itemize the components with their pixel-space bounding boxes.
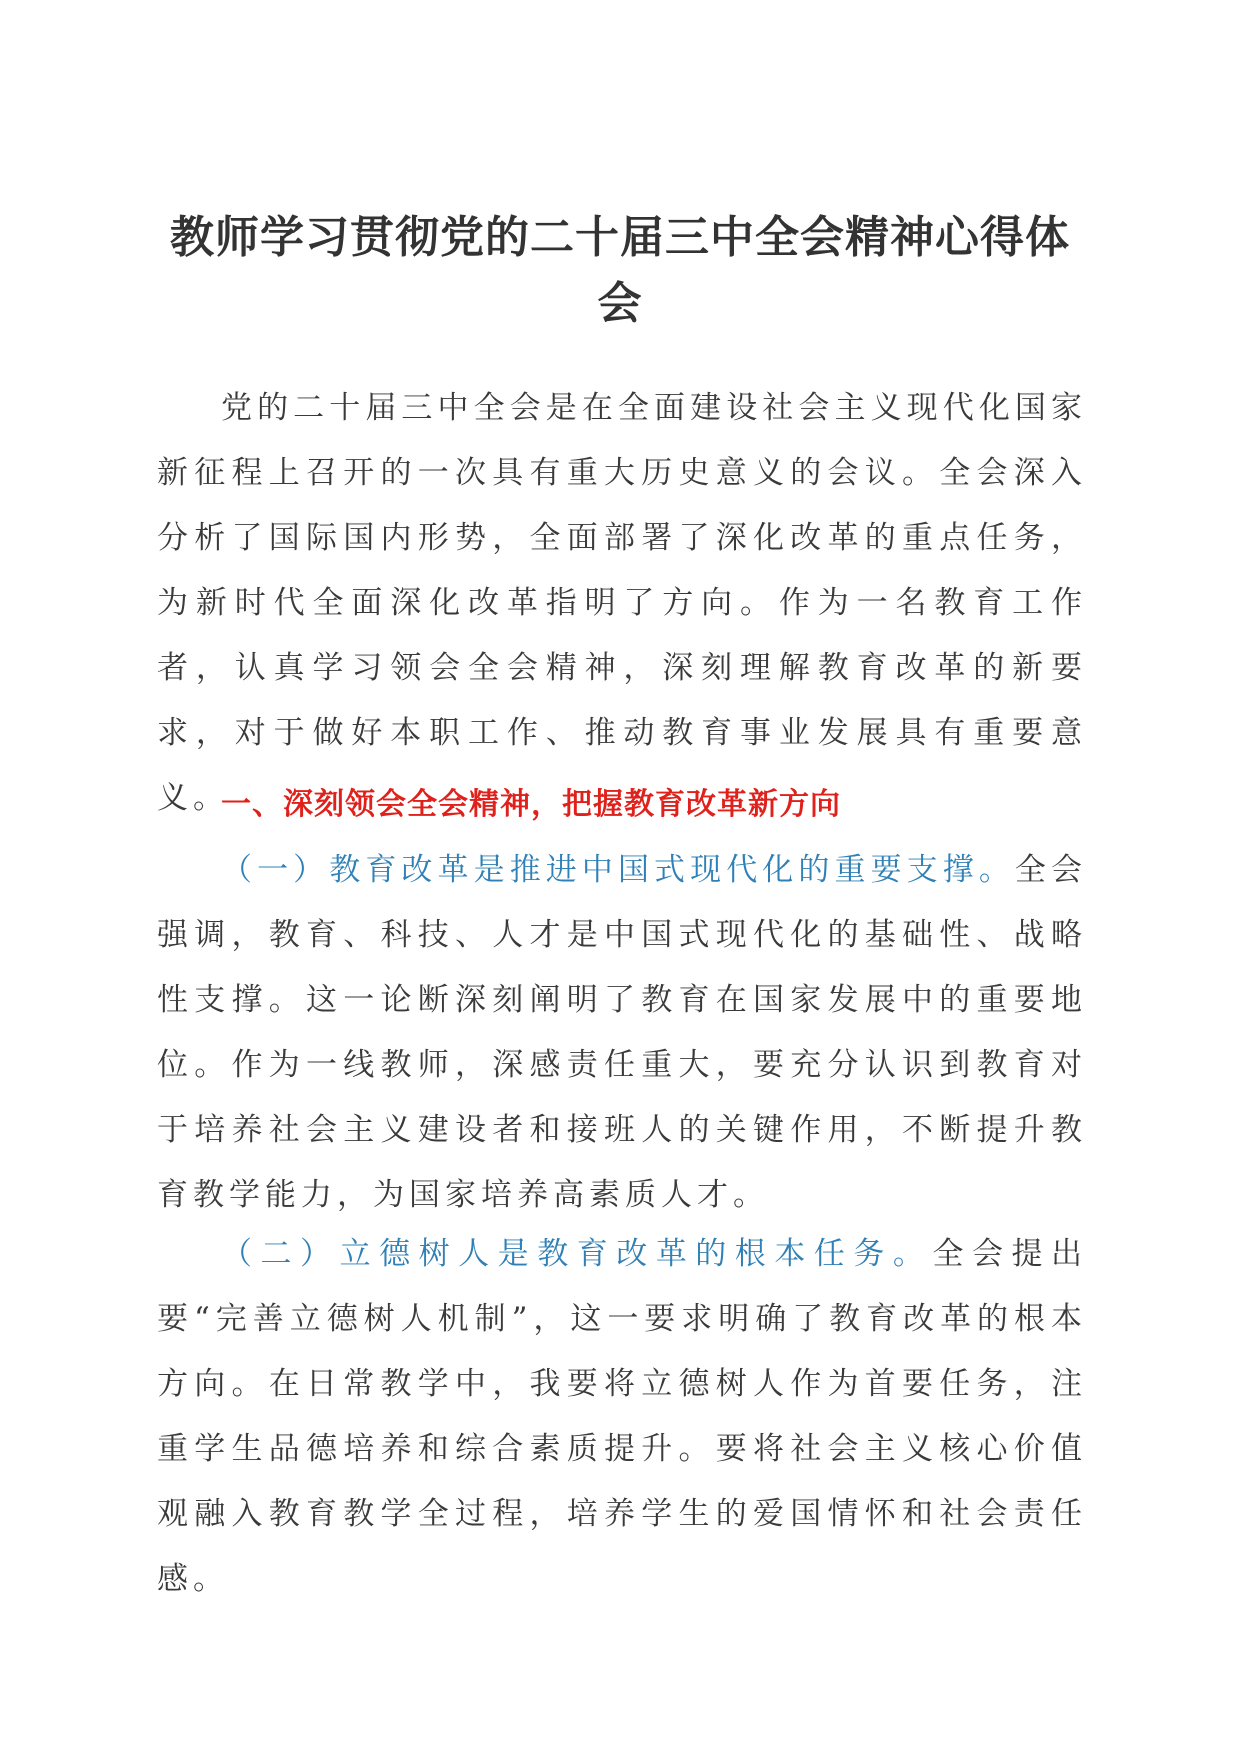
intro-paragraph: 党的二十届三中全会是在全面建设社会主义现代化国家新征程上召开的一次具有重大历史意义的会议。全会深入分析了国际国内形势，全面部署了深化改革的重点任务，为新时代全面深化改革指明了方向。作为一名教育工作者，认真学习领会全会精神，深刻理解教育改革的新要求，对于做好本职工作、推动教育事业发展具有重要意义。: [157, 390, 1087, 816]
section-paragraph: [157, 1222, 1087, 1612]
sub-heading: （一）教育改革是推进中国式现代化的重要支撑。: [221, 852, 1015, 888]
paragraph-text: 全会强调，教育、科技、人才是中国式现代化的基础性、战略性支撑。这一论断深刻阐明了教育在国家发展中的重要地位。作为一线教师，深感责任重大，要充分认识到教育对于培养社会主义建设者和接班人的关键作用，不断提升教育教学能力，为国家培养高素质人才。: [157, 852, 1088, 1213]
document-title: 教师学习贯彻党的二十届三中全会精神心得体会: [170, 212, 1070, 329]
section-heading: 一、深刻领会全会精神，把握教育改革新方向: [221, 787, 841, 822]
section-paragraph: [157, 838, 1087, 1228]
paragraph-text: 全会提出要“完善立德树人机制”，这一要求明确了教育改革的根本方向。在日常教学中，我要将立德树人作为首要任务，注重学生品德培养和综合素质提升。要将社会主义核心价值观融入教育教学全过程，培养学生的爱国情怀和社会责任感。: [157, 1236, 1088, 1597]
sub-heading: （二）立德树人是教育改革的根本任务。: [221, 1236, 933, 1272]
